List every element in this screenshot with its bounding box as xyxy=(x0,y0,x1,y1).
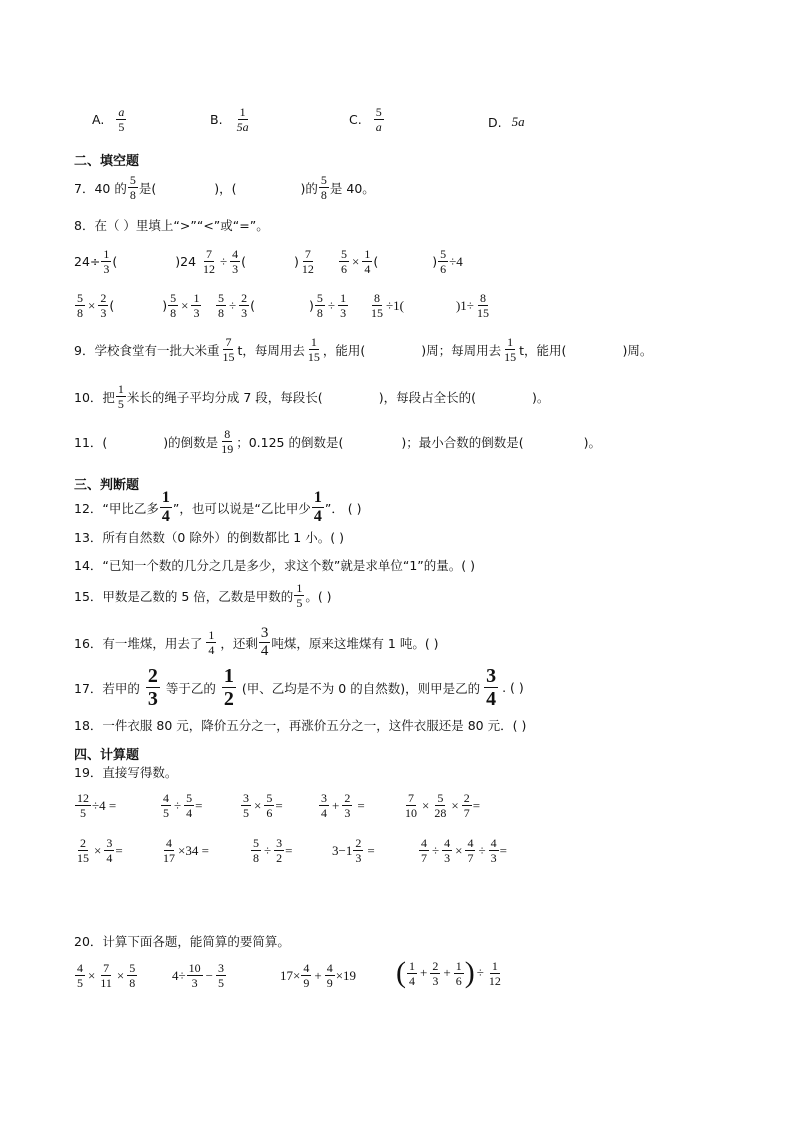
q7-fraction-1: $\frac{5}{8}$ xyxy=(129,173,136,202)
option-c-fraction xyxy=(374,106,384,133)
q8-row1-item-b: $\frac{7}{12}$ ÷ $\frac{4}{3}$ ( ) $\frac{7}{12}$ xyxy=(203,247,314,276)
q8-row2-item-c: $\frac{8}{15}$ ÷1( )1÷ $\frac{8}{15}$ xyxy=(371,291,489,320)
question-12: 12．“甲比乙多 $\frac{1}{4}$ ”，也可以说是“乙比甲少 $\frac{1}{4}$ ”． ( ) xyxy=(74,489,362,525)
option-a-label: A. xyxy=(92,112,105,127)
q19-r1-e: $\frac{7}{10}$ × $\frac{5}{28}$ × $\frac{2}{7}$ = xyxy=(405,791,481,820)
q19-r2-a: $\frac{2}{15}$ × $\frac{3}{4}$ = xyxy=(77,836,123,865)
section-calc-heading: 四、计算题 xyxy=(74,748,140,763)
q8-row1-item-a: 24÷ $\frac{1}{3}$ ( )24 xyxy=(74,247,197,276)
question-9: 9．学校食堂有一批大米重 $\frac{7}{15}$ t，每周用去 $\frac{1}{15}$ ，能用( )周；每周用去 $\frac{1}{15}$ t，能用( )周。 xyxy=(74,335,653,364)
q7-text-3: )，( xyxy=(214,180,237,196)
q7-fraction-2: $\frac{5}{8}$ xyxy=(320,173,327,202)
option-a-denominator: 5 xyxy=(118,120,125,134)
question-20-prompt: 20．计算下面各题，能简算的要简算。 xyxy=(74,934,290,949)
q19-r2-b: $\frac{4}{17}$ ×34 = xyxy=(163,836,209,865)
question-19-prompt: 19．直接写得数。 xyxy=(74,765,178,780)
section-judge-heading: 三、判断题 xyxy=(74,478,140,493)
option-a-fraction xyxy=(116,106,126,133)
question-14: 14．“已知一个数的几分之几是多少，求这个数”就是求单位“1”的量。( ) xyxy=(74,558,475,573)
option-b[interactable] xyxy=(210,106,252,133)
question-8-prompt: 8．在（ ）里填上“>”“<”或“=”。 xyxy=(74,218,269,233)
option-b-fraction xyxy=(235,106,251,133)
q19-r1-c: $\frac{3}{5}$ × $\frac{5}{6}$ = xyxy=(243,791,283,820)
q7-text-2: 是( xyxy=(138,180,157,196)
q7-text-5: 是 40。 xyxy=(329,180,375,196)
q19-r2-d: 3−1 $\frac{2}{3}$ = xyxy=(332,836,375,865)
option-c-label: C. xyxy=(349,112,362,127)
q7-text-1: 7．40 的 xyxy=(74,180,127,196)
q20-a: $\frac{4}{5}$ × $\frac{7}{11}$ × $\frac{5}{8}$ xyxy=(77,961,136,990)
question-7 xyxy=(74,174,375,201)
q19-r1-d: $\frac{3}{4}$ + $\frac{2}{3}$ = xyxy=(321,791,365,820)
option-a-numerator: a xyxy=(118,105,125,119)
option-c-denominator: a xyxy=(375,120,382,134)
question-17: 17．若甲的 $\frac{2}{3}$ 等于乙的 $\frac{1}{2}$ (甲、乙均是不为 0 的自然数)，则甲是乙的 $\frac{3}{4}$ . ( ) xyxy=(74,665,524,710)
q19-r2-e: $\frac{4}{7}$ ÷ $\frac{4}{3}$ × $\frac{4}{7}$ ÷ $\frac{4}{3}$ = xyxy=(421,836,507,865)
question-18: 18．一件衣服 80 元，降价五分之一，再涨价五分之一，这件衣服还是 80 元．( ) xyxy=(74,718,527,733)
q20-b: 4÷ $\frac{10}{3}$ − $\frac{3}{5}$ xyxy=(172,961,224,990)
option-b-numerator: 1 xyxy=(239,105,246,119)
q7-text-4: )的 xyxy=(300,180,318,196)
q19-r1-a: $\frac{12}{5}$ ÷4 = xyxy=(77,791,117,820)
q19-r2-c: $\frac{5}{8}$ ÷ $\frac{3}{2}$ = xyxy=(253,836,293,865)
question-10: 10．把 $\frac{1}{5}$ 米长的绳子平均分成 7 段，每段长( )，每段占全长的( )。 xyxy=(74,382,550,411)
q20-d: ( $\frac{1}{4}$ + $\frac{2}{3}$ + $\frac{1}{6}$ ) ÷ $\frac{1}{12}$ xyxy=(396,956,501,989)
option-a[interactable] xyxy=(92,106,127,133)
option-c-numerator: 5 xyxy=(375,105,382,119)
question-13: 13．所有自然数（0 除外）的倒数都比 1 小。( ) xyxy=(74,530,344,545)
section-fill-heading: 二、填空题 xyxy=(74,154,140,169)
question-11: 11．( )的倒数是 $\frac{8}{19}$ ；0.125 的倒数是( )；最小合数的倒数是( )。 xyxy=(74,427,601,456)
q19-r1-b: $\frac{4}{5}$ ÷ $\frac{5}{4}$ = xyxy=(163,791,203,820)
q8-row2-item-a: $\frac{5}{8}$ × $\frac{2}{3}$ ( ) $\frac{5}{8}$ × $\frac{1}{3}$ xyxy=(77,291,200,320)
question-16: 16．有一堆煤，用去了 $\frac{1}{4}$ ，还剩 $\frac{3}{4}$ 吨煤，原来这堆煤有 1 吨。( ) xyxy=(74,625,439,659)
q8-row1-item-c: $\frac{5}{6}$ × $\frac{1}{4}$ ( ) $\frac{5}{6}$ ÷4 xyxy=(341,247,463,276)
option-d[interactable] xyxy=(488,114,525,130)
q20-c: 17× $\frac{4}{9}$ + $\frac{4}{9}$ ×19 xyxy=(280,961,357,990)
option-d-label: D. xyxy=(488,114,502,130)
option-b-denominator: 5a xyxy=(236,120,249,134)
option-d-value: 5a xyxy=(511,114,525,129)
question-15: 15．甲数是乙数的 5 倍，乙数是甲数的 $\frac{1}{5}$ 。( ) xyxy=(74,581,332,610)
q8-row2-item-b: $\frac{5}{8}$ ÷ $\frac{2}{3}$ ( ) $\frac{5}{8}$ ÷ $\frac{1}{3}$ xyxy=(218,291,347,320)
option-c[interactable] xyxy=(349,106,385,133)
option-b-label: B. xyxy=(210,112,223,127)
